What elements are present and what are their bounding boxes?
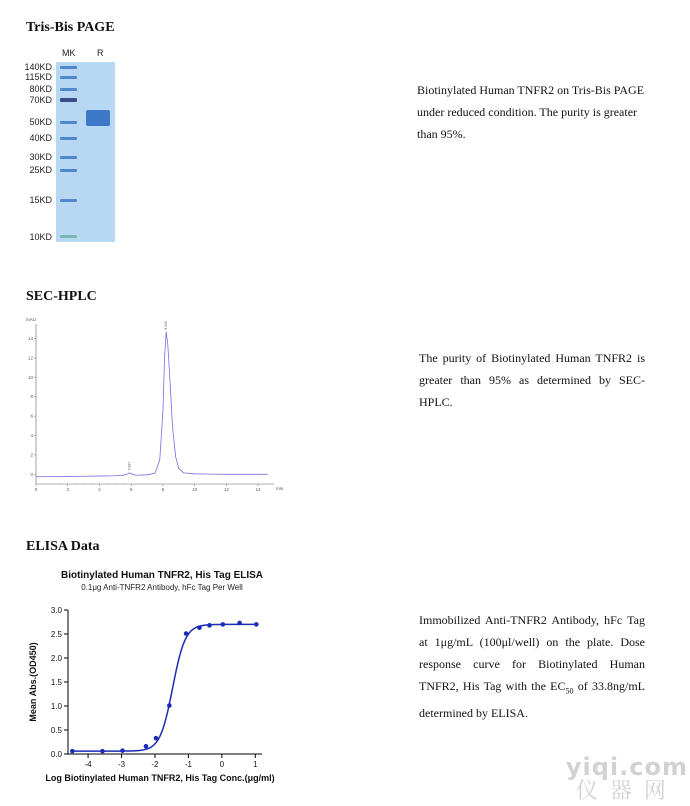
elisa-data-point — [221, 622, 226, 627]
ladder-band — [60, 199, 77, 202]
elisa-data-point — [144, 744, 149, 749]
hplc-y-tick-label: 0 — [30, 471, 33, 477]
marker-label: 40KD — [29, 133, 52, 143]
marker-label: 115KD — [25, 72, 52, 82]
elisa-data-point — [197, 625, 202, 630]
hplc-description: The purity of Biotinylated Human TNFR2 is greater than 95% as determined by SEC-HPLC. — [419, 351, 645, 409]
elisa-data-point — [207, 623, 212, 628]
marker-label: 80KD — [29, 84, 52, 94]
elisa-x-tick-label: -2 — [151, 760, 159, 769]
elisa-y-tick-label: 3.0 — [50, 606, 62, 615]
sample-band — [86, 110, 110, 126]
elisa-chart-subtitle: 0.1μg Anti-TNFR2 Antibody, hFc Tag Per Well — [81, 583, 243, 592]
ladder-band — [60, 121, 77, 124]
watermark-line1: yiqi.com — [565, 753, 688, 781]
elisa-data-point — [120, 748, 125, 753]
elisa-x-tick-label: -4 — [84, 760, 92, 769]
hplc-x-tick-label: 10 — [192, 487, 198, 492]
site-watermark — [566, 754, 688, 804]
ladder-band — [60, 98, 77, 102]
elisa-y-tick-label: 2.0 — [50, 654, 62, 663]
marker-label: 70KD — [29, 95, 52, 105]
elisa-x-tick-label: 1 — [253, 760, 258, 769]
elisa-description-tail: of 33.8ng/mL determined by ELISA. — [419, 679, 646, 721]
hplc-y-tick-label: 4 — [30, 433, 33, 439]
ladder-band — [60, 88, 77, 91]
elisa-description-main: Immobilized Anti-TNFR2 Antibody, hFc Tag at 1μg/mL (100μl/well) on the plate. Dose response curve for Biotinylated Human TNFR2, His Tag with the EC — [419, 613, 645, 693]
elisa-y-tick-label: 1.5 — [50, 678, 62, 687]
marker-label: 50KD — [29, 117, 52, 127]
marker-label: 15KD — [29, 195, 52, 205]
lane-header-mk: MK — [62, 48, 76, 58]
hplc-peak-label: 8.206 — [164, 320, 169, 330]
hplc-y-tick-label: 14 — [27, 336, 33, 342]
elisa-data-point — [254, 622, 259, 627]
ladder-band — [60, 137, 77, 140]
lane-header-r: R — [97, 48, 104, 58]
elisa-y-axis-label: Mean Abs.(OD450) — [28, 642, 38, 722]
hplc-x-tick-label: 12 — [223, 487, 229, 492]
hplc-y-tick-label: 12 — [27, 355, 33, 361]
hplc-y-tick-label: 10 — [27, 374, 33, 380]
elisa-data-point — [184, 631, 189, 636]
elisa-section-title: ELISA Data — [26, 539, 100, 554]
elisa-data-point — [100, 749, 105, 754]
marker-label: 140KD — [24, 62, 52, 72]
elisa-chart-title: Biotinylated Human TNFR2, His Tag ELISA — [60, 570, 264, 581]
gel-lanes — [56, 62, 115, 242]
elisa-x-axis-label: Log Biotinylated Human TNFR2, His Tag Conc.(μg/ml) — [45, 773, 275, 783]
gel-description: Biotinylated Human TNFR2 on Tris-Bis PAGE under reduced condition. The purity is greater than 95%. — [417, 83, 645, 141]
ladder-band — [60, 169, 77, 172]
marker-label: 30KD — [29, 152, 52, 162]
ladder-band — [60, 76, 77, 79]
ec50-subscript: 50 — [565, 686, 574, 696]
elisa-x-tick-label: -1 — [184, 760, 192, 769]
elisa-description — [419, 609, 645, 724]
elisa-fit-curve — [72, 624, 256, 751]
hplc-section-title: SEC-HPLC — [26, 289, 97, 304]
ladder-band — [60, 235, 77, 238]
hplc-x-tick-label: 6 — [129, 487, 133, 492]
elisa-y-tick-label: 0.5 — [50, 726, 62, 735]
elisa-data-point — [237, 621, 242, 626]
hplc-x-unit: min — [276, 486, 284, 491]
elisa-data-point — [167, 703, 172, 708]
gel-section-title: Tris-Bis PAGE — [26, 20, 115, 35]
elisa-chart — [22, 562, 302, 788]
elisa-data-point — [70, 749, 75, 754]
hplc-x-tick-label: 8 — [161, 487, 165, 492]
hplc-y-tick-label: 6 — [30, 413, 33, 419]
ladder-band — [60, 156, 77, 159]
elisa-y-tick-label: 2.5 — [50, 630, 62, 639]
marker-label: 25KD — [29, 165, 52, 175]
elisa-y-tick-label: 0.0 — [50, 750, 62, 759]
hplc-x-tick-label: 0 — [34, 487, 38, 492]
hplc-y-unit: mAU — [26, 317, 36, 322]
hplc-x-tick-label: 4 — [98, 487, 101, 492]
hplc-chromatogram — [22, 312, 290, 502]
elisa-x-tick-label: 0 — [219, 760, 225, 769]
hplc-x-tick-label: 2 — [66, 487, 69, 492]
elisa-y-tick-label: 1.0 — [50, 702, 62, 711]
marker-label: 10KD — [29, 232, 52, 242]
hplc-peak-label: 5.887 — [127, 461, 132, 471]
elisa-x-tick-label: -3 — [117, 760, 126, 769]
hplc-y-tick-label: 8 — [30, 394, 33, 400]
hplc-trace-line — [36, 332, 268, 477]
elisa-data-point — [154, 736, 159, 741]
watermark-line2: 仪器网 — [575, 779, 678, 804]
hplc-x-tick-label: 14 — [255, 487, 261, 492]
ladder-band — [60, 66, 77, 69]
hplc-y-tick-label: 2 — [30, 452, 33, 458]
